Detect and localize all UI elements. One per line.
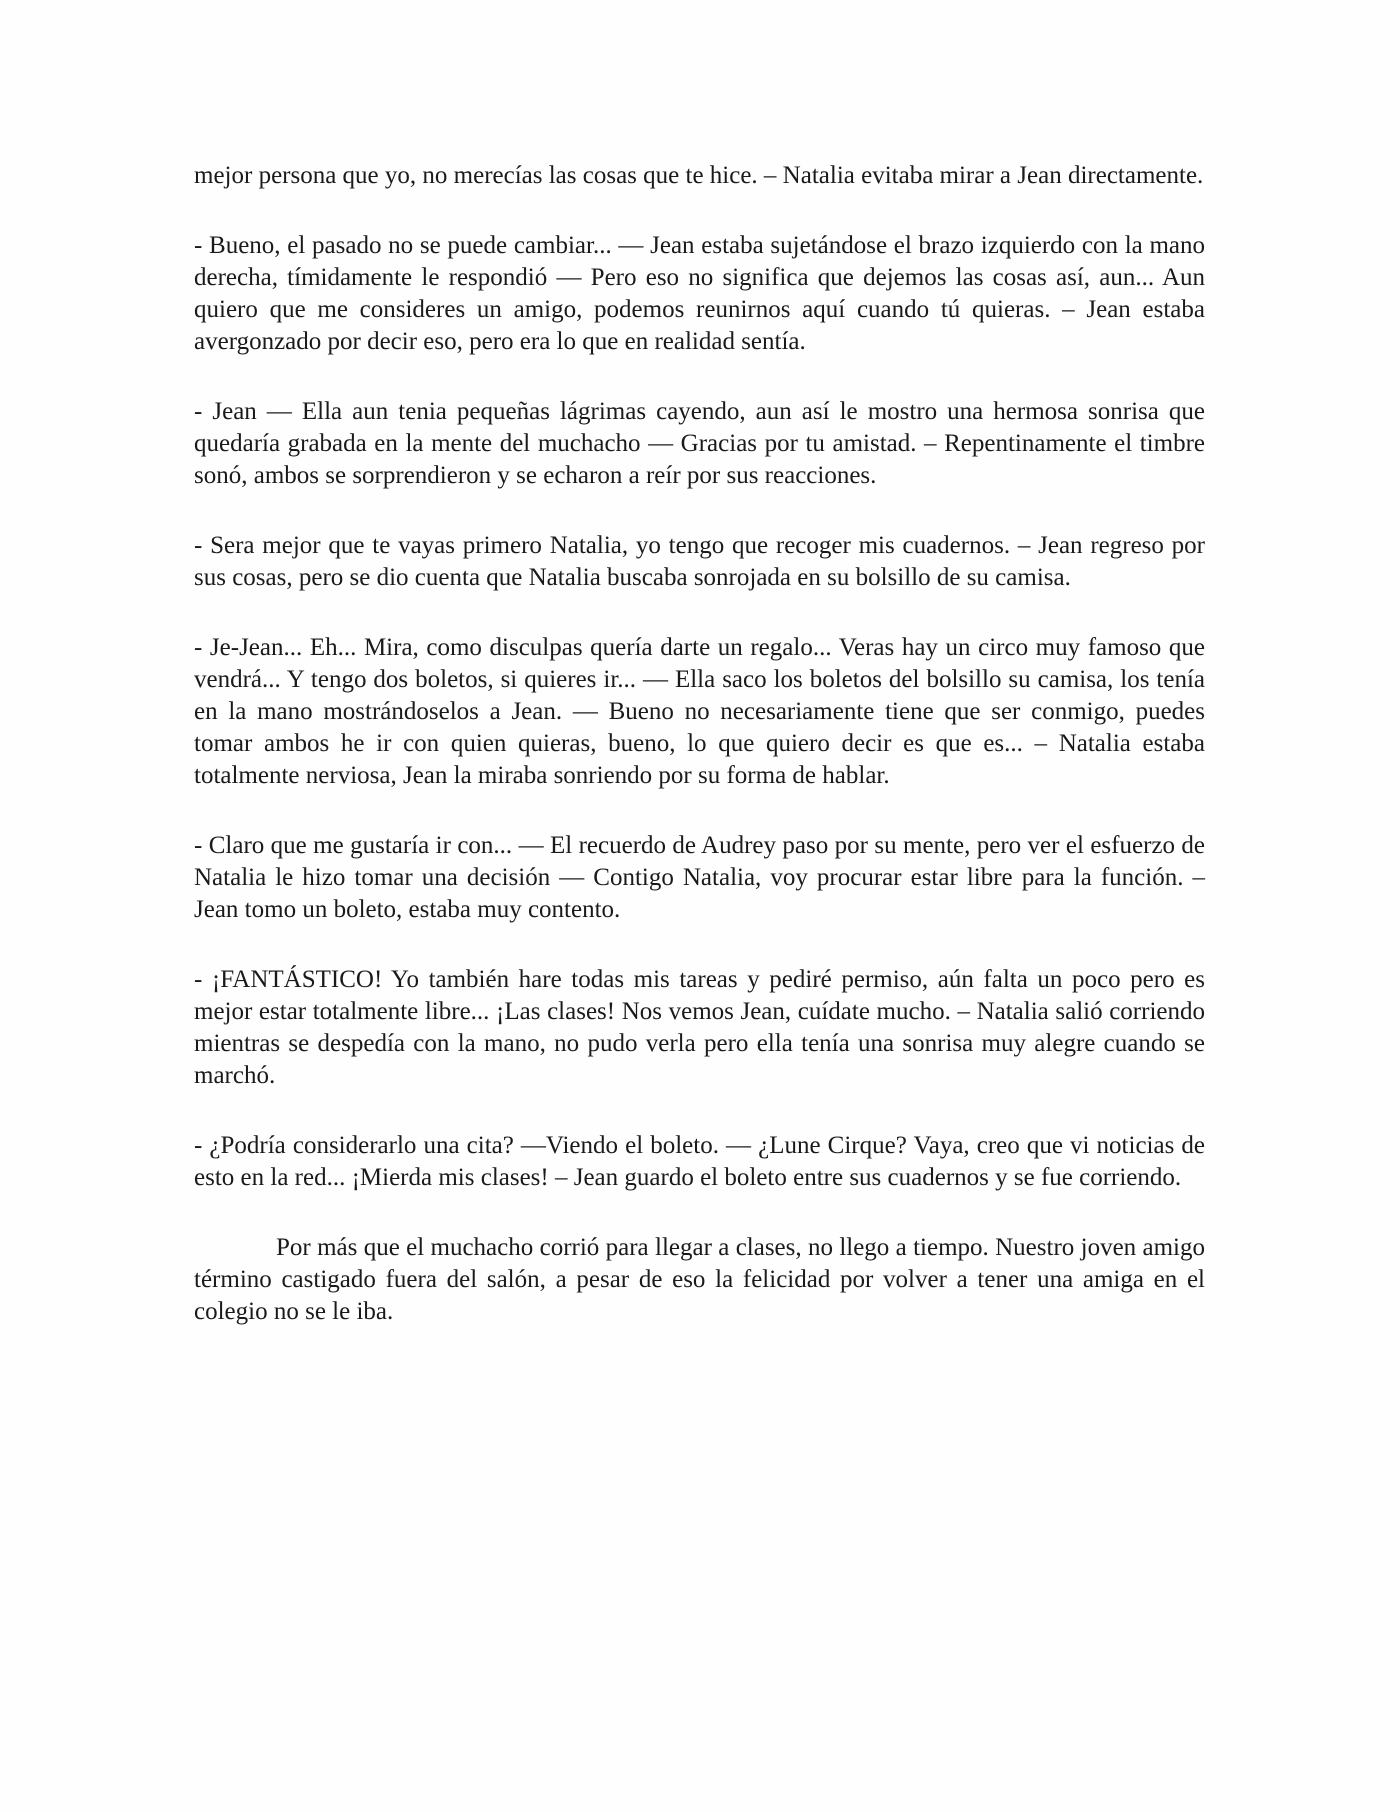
paragraph: - ¡FANTÁSTICO! Yo también hare todas mis tareas y pediré permiso, aún falta un poco pero es mejor estar totalmente libre... ¡Las clases! Nos vemos Jean, cuídate mucho. – Natalia salió corriendo mientras se despedía con la mano, no pudo verla pero ella tenía una sonrisa muy alegre cuando se marchó. (194, 966, 1205, 1089)
document-body (194, 160, 1205, 1366)
paragraph-indented: Por más que el muchacho corrió para llegar a clases, no llego a tiempo. Nuestro joven amigo término castigado fuera del salón, a pesar de eso la felicidad por volver a tener una amiga en el colegio no se le iba. (194, 1234, 1205, 1325)
paragraph: - Sera mejor que te vayas primero Natalia, yo tengo que recoger mis cuadernos. – Jean regreso por sus cosas, pero se dio cuenta que Natalia buscaba sonrojada en su bolsillo de su camisa. (194, 532, 1205, 591)
paragraph: - Jean — Ella aun tenia pequeñas lágrimas cayendo, aun así le mostro una hermosa sonrisa que quedaría grabada en la mente del muchacho — Gracias por tu amistad. – Repentinamente el timbre sonó, ambos se sorprendieron y se echaron a reír por sus reacciones. (194, 398, 1205, 489)
paragraph: - Bueno, el pasado no se puede cambiar... — Jean estaba sujetándose el brazo izquierdo con la mano derecha, tímidamente le respondió — Pero eso no significa que dejemos las cosas así, aun... Aun quiero que me consideres un amigo, podemos reunirnos aquí cuando tú quieras. – Jean estaba avergonzado por decir eso, pero era lo que en realidad sentía. (194, 232, 1205, 355)
paragraph: - Je-Jean... Eh... Mira, como disculpas quería darte un regalo... Veras hay un circo muy famoso que vendrá... Y tengo dos boletos, si quieres ir... — Ella saco los boletos del bolsillo su camisa, los tenía en la mano mostrándoselos a Jean. — Bueno no necesariamente tiene que ser conmigo, puedes tomar ambos he ir con quien quieras, bueno, lo que quiero decir es que es... – Natalia estaba totalmente nerviosa, Jean la miraba sonriendo por su forma de hablar. (194, 634, 1205, 789)
paragraph: - ¿Podría considerarlo una cita? —Viendo el boleto. — ¿Lune Cirque? Vaya, creo que vi noticias de esto en la red... ¡Mierda mis clases! – Jean guardo el boleto entre sus cuadernos y se fue corriendo. (194, 1132, 1205, 1191)
paragraph: - Claro que me gustaría ir con... — El recuerdo de Audrey paso por su mente, pero ver el esfuerzo de Natalia le hizo tomar una decisión — Contigo Natalia, voy procurar estar libre para la función. – Jean tomo un boleto, estaba muy contento. (194, 832, 1205, 923)
paragraph: mejor persona que yo, no merecías las cosas que te hice. – Natalia evitaba mirar a Jean directamente. (194, 162, 1204, 189)
